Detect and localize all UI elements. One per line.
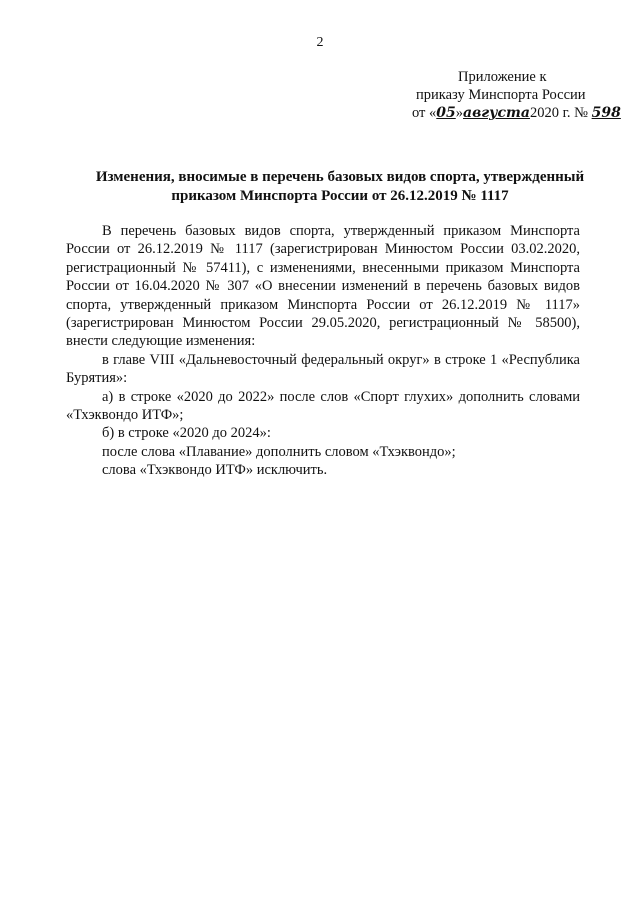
- appendix-label: Приложение к: [458, 69, 547, 85]
- body-paragraph-item-a: а) в строке «2020 до 2022» после слов «Спорт глухих» дополнить словами «Тхэквондо ИТФ»;: [66, 388, 580, 424]
- body-paragraph-item-b: б) в строке «2020 до 2024»:: [102, 425, 271, 442]
- body-paragraph-intro: В перечень базовых видов спорта, утвержденный приказом Минспорта России от 26.12.2019 № 1117 (зарегистрирован Минюстом России 03.02.2020, регистрационный № 57411), с изменениями, внесенными приказом Минспорта России от 16.04.2020 № 307 «О внесении изменений в перечень базовых видов спорта, утвержденный приказом Минспорта России от 26.12.2019 № 1117» (зарегистрирован Минюстом России 29.05.2020, регистрационный № 58500), внести следующие изменения:: [66, 223, 580, 350]
- date-prefix: от «: [412, 105, 437, 121]
- body-paragraph-remove: слова «Тхэквондо ИТФ» исключить.: [102, 462, 328, 479]
- appendix-header: [412, 68, 632, 122]
- handwritten-order-number: 598: [591, 105, 621, 121]
- date-year: 2020 г. №: [529, 105, 592, 121]
- handwritten-day: 05: [436, 105, 456, 121]
- date-mid: »: [455, 105, 464, 121]
- body-paragraph-add: после слова «Плавание» дополнить словом «Тхэквондо»;: [102, 443, 456, 460]
- body-paragraph-chapter: в главе VIII «Дальневосточный федеральный округ» в строке 1 «Республика Бурятия»:: [66, 351, 580, 387]
- document-title: [70, 168, 610, 206]
- appendix-order-date-line: [412, 104, 632, 122]
- document-body: [66, 222, 580, 480]
- handwritten-month: августа: [463, 105, 530, 121]
- title-line-1: Изменения, вносимые в перечень базовых видов спорта, утвержденный: [95, 169, 585, 185]
- title-line-2: приказом Минспорта России от 26.12.2019 № 1117: [171, 188, 509, 204]
- page-number: 2: [316, 35, 324, 50]
- appendix-order-reference: приказу Минспорта России: [416, 87, 586, 103]
